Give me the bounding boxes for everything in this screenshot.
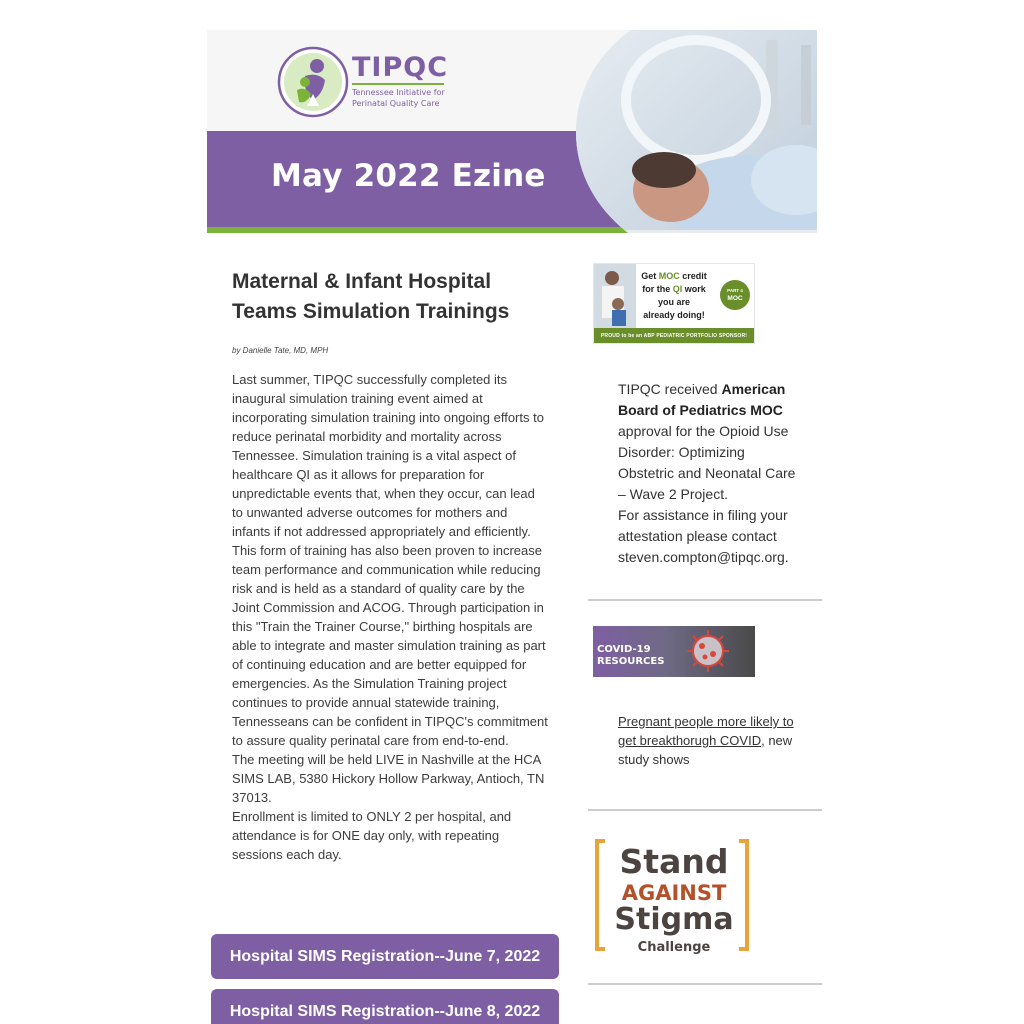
stigma-against-text: AGAINST bbox=[621, 881, 727, 905]
sidebar-divider bbox=[588, 983, 822, 985]
logo-subtitle: Tennessee Initiative for Perinatal Quality Care bbox=[352, 88, 445, 108]
sidebar-divider bbox=[588, 599, 822, 601]
stigma-challenge-text: Challenge bbox=[637, 940, 711, 955]
article-paragraph: The meeting will be held LIVE in Nashville at the HCA SIMS LAB, 5380 Hickory Hollow Parkway, Antioch, TN 37013. bbox=[232, 752, 545, 805]
header-banner bbox=[207, 30, 817, 233]
covid-article: Pregnant people more likely to get breakthorugh COVID, new study shows bbox=[618, 714, 794, 767]
covid-banner-text: COVID-19 RESOURCES bbox=[597, 644, 665, 667]
article-paragraph: Enrollment is limited to ONLY 2 per hospital, and attendance is for ONE day only, with repeating sessions each day. bbox=[232, 809, 512, 862]
doctor-photo bbox=[594, 264, 636, 328]
moc-description: TIPQC received American Board of Pediatrics MOC approval for the Opioid Use Disorder: Optimizing Obstetric and Neonatal Care – Wave 2 Project. For assistance in filing your attestation please contact steven.compton@tipqc.org. bbox=[618, 381, 796, 565]
sims-registration-june7-button[interactable]: Hospital SIMS Registration--June 7, 2022 bbox=[211, 934, 559, 979]
moc-banner-strip: PROUD to be an ABP PEDIATRIC PORTFOLIO SPONSOR! bbox=[594, 328, 754, 343]
article-body bbox=[232, 370, 548, 864]
article-byline: by Danielle Tate, MD, MPH bbox=[232, 346, 329, 355]
virus-icon bbox=[685, 628, 731, 674]
sidebar-divider bbox=[588, 809, 822, 811]
stigma-word-text: Stigma bbox=[614, 902, 734, 937]
moc-banner-text: Get MOC credit for the QI work you are already doing! bbox=[641, 271, 707, 320]
article-paragraph: Last summer, TIPQC successfully completed its inaugural simulation training event aimed at incorporating simulation training into ongoing efforts to reduce perinatal morbidity and mortality across Tennessee. Simulation training is a vital aspect of healthcare QI as it allows for preparation for unpredictable events that, when they occur, can lead to unwanted adverse outcomes for mothers and infants if not addressed appropriately and efficiently. This form of training has also been proven to increase team performance and communication while reducing risk and is held as a standard of quality care by the Joint Commission and ACOG. Through participation in this "Train the Trainer Course," birthing hospitals are able to integrate and master simulation training as part of continuing education and are better equipped for emergencies. As the Simulation Training project continues to provide annual statewide training, Tennesseans can be confident in TIPQC's commitment to assure quality perinatal care from end-to-end. bbox=[232, 372, 548, 748]
covid-article-link[interactable]: Pregnant people more likely to get breakthorugh COVID, bbox=[618, 714, 794, 748]
stigma-stand-text: Stand bbox=[619, 842, 729, 881]
newborn-photo bbox=[576, 30, 817, 233]
covid-resources-banner[interactable] bbox=[593, 626, 755, 677]
article-title: Maternal & Infant Hospital Teams Simulation Trainings bbox=[232, 270, 510, 323]
banner-title: May 2022 Ezine bbox=[271, 158, 546, 194]
tipqc-logo-icon bbox=[277, 46, 349, 118]
moc-credit-banner[interactable] bbox=[593, 263, 755, 344]
sims-registration-june8-button[interactable]: Hospital SIMS Registration--June 8, 2022 bbox=[211, 989, 559, 1024]
logo-name: TIPQC bbox=[352, 52, 449, 83]
stand-against-stigma-logo[interactable] bbox=[593, 837, 755, 959]
article bbox=[232, 267, 548, 864]
logo-rule bbox=[352, 83, 444, 85]
moc-badge-icon: PART 4 MOC bbox=[720, 280, 750, 310]
